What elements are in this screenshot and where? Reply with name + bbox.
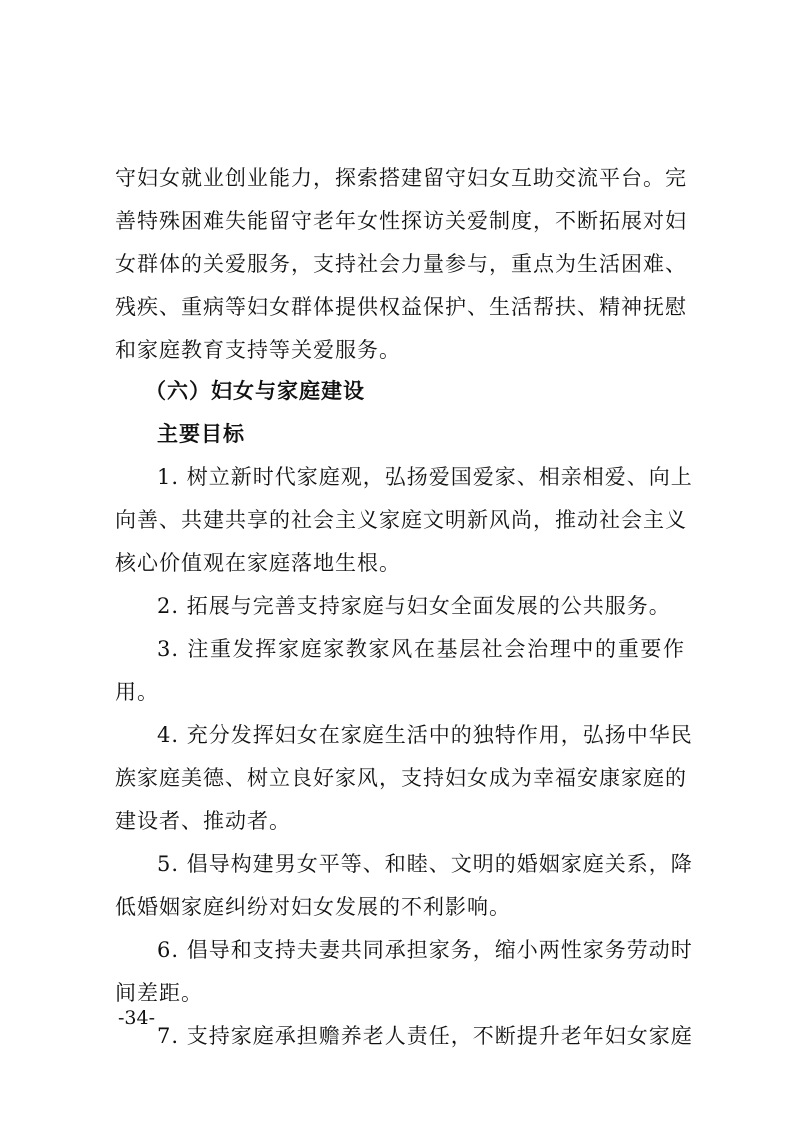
paragraph-line: 善特殊困难失能留守老年女性探访关爱制度，不断拓展对妇 <box>115 209 687 233</box>
paragraph-line: 用。 <box>115 680 159 704</box>
paragraph-line: 守妇女就业创业能力，探索搭建留守妇女互助交流平台。完 <box>115 166 687 190</box>
paragraph-line: 低婚姻家庭纠纷对妇女发展的不利影响。 <box>115 895 511 919</box>
paragraph-line: 4. 充分发挥妇女在家庭生活中的独特作用，弘扬中华民 <box>157 723 693 747</box>
paragraph-line: 残疾、重病等妇女群体提供权益保护、生活帮扶、精神抚慰 <box>115 295 687 319</box>
subsection-heading: 主要目标 <box>157 422 245 446</box>
paragraph-line: 核心价值观在家庭落地生根。 <box>115 551 401 575</box>
paragraph-line: 女群体的关爱服务，支持社会力量参与，重点为生活困难、 <box>115 252 687 276</box>
paragraph-line: 向善、共建共享的社会主义家庭文明新风尚，推动社会主义 <box>115 508 687 532</box>
paragraph-line: 6. 倡导和支持夫妻共同承担家务，缩小两性家务劳动时 <box>157 938 693 962</box>
paragraph-line: 建设者、推动者。 <box>115 809 291 833</box>
paragraph-line: 族家庭美德、树立良好家风，支持妇女成为幸福安康家庭的 <box>115 766 687 790</box>
page-number: -34- <box>118 1007 156 1029</box>
paragraph-line: 1. 树立新时代家庭观，弘扬爱国爱家、相亲相爱、向上 <box>157 465 693 489</box>
paragraph-line: 3. 注重发挥家庭家教家风在基层社会治理中的重要作 <box>157 637 685 661</box>
paragraph-line: 间差距。 <box>115 981 203 1005</box>
paragraph-line: 7. 支持家庭承担赡养老人责任，不断提升老年妇女家庭 <box>157 1024 693 1048</box>
paragraph-line: 2. 拓展与完善支持家庭与妇女全面发展的公共服务。 <box>157 594 671 618</box>
paragraph-line: 和家庭教育支持等关爱服务。 <box>115 338 401 362</box>
paragraph-line: 5. 倡导构建男女平等、和睦、文明的婚姻家庭关系，降 <box>157 852 693 876</box>
section-heading: （六）妇女与家庭建设 <box>145 379 365 403</box>
